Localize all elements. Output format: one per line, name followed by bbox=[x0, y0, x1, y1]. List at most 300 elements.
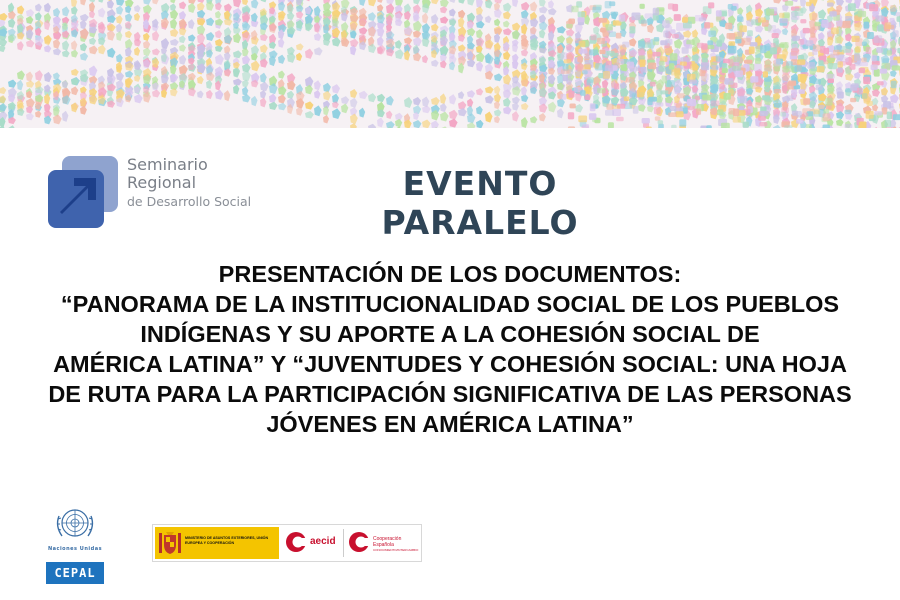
mosaic-tile bbox=[116, 6, 123, 15]
mosaic-tile bbox=[395, 40, 402, 49]
mosaic-tile bbox=[608, 122, 614, 128]
mosaic-tile bbox=[611, 97, 620, 104]
mosaic-tile bbox=[26, 16, 33, 24]
mosaic-tile bbox=[242, 0, 248, 5]
mosaic-tile bbox=[626, 77, 635, 82]
mosaic-tile bbox=[485, 0, 493, 9]
cepal-logo: CEPAL bbox=[46, 562, 104, 584]
mosaic-tile bbox=[215, 54, 224, 65]
mosaic-tile bbox=[278, 55, 285, 64]
mosaic-tile bbox=[654, 37, 660, 42]
mosaic-tile bbox=[695, 15, 703, 21]
mosaic-tile bbox=[731, 6, 737, 11]
mosaic-tile bbox=[143, 40, 150, 49]
mosaic-tile bbox=[725, 78, 734, 85]
mosaic-tile bbox=[368, 93, 376, 102]
mosaic-tile bbox=[170, 18, 177, 29]
mosaic-tile bbox=[774, 59, 780, 67]
mosaic-tile bbox=[766, 97, 774, 102]
mosaic-tile bbox=[590, 35, 596, 41]
mosaic-tile bbox=[197, 2, 205, 11]
mosaic-tile bbox=[682, 17, 688, 23]
mosaic-tile bbox=[674, 14, 681, 21]
mosaic-tile bbox=[592, 7, 600, 13]
cooperacion-label: Española bbox=[373, 542, 394, 548]
mosaic-tile bbox=[785, 66, 794, 72]
mosaic-tile bbox=[413, 0, 420, 4]
mosaic-tile bbox=[863, 0, 870, 1]
mosaic-tile bbox=[188, 19, 195, 29]
mosaic-tile bbox=[810, 33, 815, 38]
mosaic-tile bbox=[743, 122, 749, 128]
mosaic-tile bbox=[785, 1, 793, 6]
mosaic-tile bbox=[764, 65, 772, 72]
mosaic-tile bbox=[861, 58, 867, 63]
mosaic-tile bbox=[368, 0, 376, 6]
mosaic-tile bbox=[0, 103, 7, 111]
mosaic-tile bbox=[659, 61, 665, 66]
mosaic-tile bbox=[862, 42, 867, 47]
mosaic-tile bbox=[850, 64, 856, 70]
mosaic-tile bbox=[26, 9, 34, 17]
mosaic-tile bbox=[566, 29, 575, 36]
mosaic-tile bbox=[802, 113, 809, 117]
mosaic-tile bbox=[660, 40, 667, 45]
mosaic-tile bbox=[782, 28, 788, 35]
mosaic-tile bbox=[422, 97, 429, 108]
mosaic-tile bbox=[134, 94, 143, 103]
mosaic-tile bbox=[645, 13, 654, 18]
mosaic-tile bbox=[359, 27, 367, 34]
mosaic-tile bbox=[26, 72, 33, 82]
mosaic-tile bbox=[579, 41, 586, 48]
mosaic-tile bbox=[89, 2, 95, 13]
mosaic-tile bbox=[672, 34, 679, 38]
mosaic-tile bbox=[614, 83, 619, 89]
mosaic-tile bbox=[98, 8, 105, 18]
mosaic-tile bbox=[449, 0, 457, 3]
mosaic-tile bbox=[799, 39, 805, 45]
mosaic-tile bbox=[825, 98, 832, 106]
mosaic-tile bbox=[215, 45, 223, 52]
mosaic-tile bbox=[583, 124, 590, 128]
mosaic-tile bbox=[857, 88, 863, 95]
mosaic-tile bbox=[269, 94, 276, 104]
mosaic-tile bbox=[610, 12, 618, 16]
mosaic-tile bbox=[440, 6, 447, 13]
mosaic-tile bbox=[44, 72, 52, 82]
mosaic-tile bbox=[413, 53, 421, 62]
mosaic-tile bbox=[80, 106, 87, 115]
mosaic-tile bbox=[872, 55, 877, 62]
mosaic-tile bbox=[512, 102, 519, 110]
mosaic-tile bbox=[725, 23, 732, 29]
mosaic-tile bbox=[557, 26, 566, 33]
mosaic-tile bbox=[578, 17, 585, 22]
mosaic-tile bbox=[440, 103, 447, 112]
mosaic-tile bbox=[747, 30, 753, 36]
mosaic-tile bbox=[215, 11, 221, 19]
mosaic-tile bbox=[170, 39, 179, 46]
mosaic-tile bbox=[733, 109, 739, 117]
mosaic-tile bbox=[632, 93, 638, 99]
mosaic-tile bbox=[71, 69, 79, 76]
mosaic-tile bbox=[696, 109, 701, 115]
mosaic-tile bbox=[377, 26, 384, 37]
ministry-text: MINISTERIO DE ASUNTOS EXTERIORES, UNIÓN EUROPEA Y COOPERACIÓN bbox=[185, 536, 269, 545]
mosaic-tile bbox=[143, 0, 151, 5]
mosaic-tile bbox=[836, 111, 844, 119]
mosaic-tile bbox=[89, 45, 98, 54]
mosaic-tile bbox=[314, 90, 321, 99]
mosaic-tile bbox=[539, 29, 545, 38]
mosaic-tile bbox=[521, 49, 528, 56]
mosaic-tile bbox=[314, 47, 323, 55]
mosaic-tile bbox=[652, 52, 660, 57]
mosaic-tile bbox=[867, 101, 873, 106]
mosaic-tile bbox=[260, 97, 266, 107]
mosaic-tile bbox=[0, 95, 6, 103]
mosaic-tile bbox=[616, 33, 622, 39]
mosaic-tile bbox=[702, 58, 708, 63]
mosaic-tile bbox=[876, 47, 883, 53]
mosaic-tile bbox=[503, 21, 510, 28]
title-line: INDÍGENAS Y SU APORTE A LA COHESIÓN SOCIAL DE bbox=[140, 321, 760, 347]
mosaic-tile bbox=[116, 54, 123, 63]
mosaic-tile bbox=[467, 59, 475, 67]
seminario-subtitle: de Desarrollo Social bbox=[127, 194, 252, 210]
mosaic-tile bbox=[723, 59, 730, 64]
mosaic-tile bbox=[548, 102, 556, 113]
mosaic-tile bbox=[188, 3, 195, 13]
mosaic-tile bbox=[359, 0, 366, 6]
mosaic-tile bbox=[874, 111, 882, 115]
mosaic-tile bbox=[875, 15, 884, 21]
mosaic-tile bbox=[641, 67, 647, 73]
mosaic-tile bbox=[658, 120, 664, 124]
mosaic-tile bbox=[568, 126, 575, 128]
mosaic-tile bbox=[305, 85, 313, 95]
mosaic-tile bbox=[503, 74, 511, 85]
mosaic-tile bbox=[855, 46, 861, 52]
mosaic-tile bbox=[332, 84, 340, 93]
mosaic-tile bbox=[701, 43, 707, 49]
mosaic-tile bbox=[134, 47, 140, 56]
mosaic-tile bbox=[640, 60, 646, 68]
mosaic-tile bbox=[476, 14, 483, 23]
mosaic-tile bbox=[702, 95, 711, 101]
mosaic-tile bbox=[314, 105, 322, 116]
mosaic-tile bbox=[179, 55, 186, 65]
mosaic-tile bbox=[206, 80, 212, 89]
mosaic-tile bbox=[816, 85, 823, 91]
mosaic-tile bbox=[44, 45, 51, 53]
mosaic-tile bbox=[589, 113, 597, 120]
mosaic-tile bbox=[179, 11, 186, 20]
mosaic-tile bbox=[640, 4, 645, 9]
mosaic-tile bbox=[323, 115, 329, 124]
mosaic-tile bbox=[449, 110, 458, 120]
mosaic-tile bbox=[62, 111, 68, 122]
mosaic-tile bbox=[260, 90, 266, 99]
mosaic-tile bbox=[116, 31, 122, 41]
mosaic-tile bbox=[17, 5, 24, 14]
mosaic-tile bbox=[753, 64, 762, 72]
mosaic-tile bbox=[80, 43, 87, 51]
mosaic-tile bbox=[859, 68, 865, 74]
mosaic-tile bbox=[627, 62, 634, 69]
mosaic-tile bbox=[823, 48, 829, 55]
mosaic-tile bbox=[795, 8, 804, 16]
mosaic-tile bbox=[350, 114, 358, 125]
mosaic-tile bbox=[855, 113, 860, 117]
cooperacion-c-icon bbox=[348, 531, 370, 553]
mosaic-tile bbox=[606, 104, 613, 110]
mosaic-tile bbox=[359, 108, 365, 118]
mosaic-tile bbox=[816, 66, 824, 72]
mosaic-tile bbox=[539, 6, 548, 13]
mosaic-tile bbox=[341, 104, 348, 114]
mosaic-tile bbox=[350, 89, 357, 98]
mosaic-tile bbox=[494, 0, 503, 4]
mosaic-tile bbox=[823, 113, 831, 121]
mosaic-tile bbox=[711, 65, 719, 70]
mosaic-tile bbox=[296, 11, 303, 19]
mosaic-tile bbox=[670, 53, 678, 60]
mosaic-tile bbox=[669, 63, 675, 69]
mosaic-tile bbox=[413, 37, 422, 46]
mosaic-tile bbox=[784, 125, 792, 128]
mosaic-tile bbox=[278, 94, 286, 103]
mosaic-tile bbox=[590, 103, 596, 111]
mosaic-tile bbox=[893, 114, 900, 120]
mosaic-tile bbox=[215, 19, 223, 26]
seminario-title-line: Regional bbox=[127, 172, 197, 192]
mosaic-tile bbox=[386, 96, 394, 106]
mosaic-tile bbox=[530, 116, 537, 123]
mosaic-tile bbox=[485, 16, 491, 24]
mosaic-tile bbox=[494, 101, 500, 109]
aecid-label: aecid bbox=[310, 536, 336, 547]
mosaic-tile bbox=[721, 123, 730, 128]
mosaic-tile bbox=[161, 17, 169, 28]
mosaic-tile bbox=[837, 92, 844, 99]
mosaic-tile bbox=[577, 56, 583, 63]
mosaic-tile bbox=[197, 33, 205, 44]
title-line: JÓVENES EN AMÉRICA LATINA” bbox=[266, 411, 634, 437]
mosaic-tile bbox=[161, 83, 169, 90]
mosaic-tile bbox=[706, 125, 712, 128]
title-line: PRESENTACIÓN DE LOS DOCUMENTOS: bbox=[218, 261, 682, 287]
mosaic-tile bbox=[648, 97, 657, 102]
mosaic-tile bbox=[395, 49, 404, 59]
mosaic-tile bbox=[798, 74, 806, 82]
mosaic-tile bbox=[890, 94, 899, 103]
mosaic-tile bbox=[662, 20, 670, 28]
mosaic-tile bbox=[485, 86, 494, 93]
mosaic-tile bbox=[882, 58, 889, 63]
mosaic-tile bbox=[260, 44, 268, 53]
mosaic-tile bbox=[233, 85, 239, 95]
title-line: DE RUTA PARA LA PARTICIPACIÓN SIGNIFICATIVA DE LAS PERSONAS bbox=[48, 381, 852, 407]
mosaic-tile bbox=[773, 125, 781, 128]
mosaic-tile bbox=[341, 96, 349, 104]
mosaic-tile bbox=[823, 125, 830, 129]
mosaic-tile bbox=[599, 50, 605, 55]
coat-of-arms-icon bbox=[159, 531, 181, 555]
mosaic-tile bbox=[654, 107, 661, 114]
mosaic-tile bbox=[838, 67, 843, 73]
mosaic-tile bbox=[494, 19, 500, 27]
mosaic-tile bbox=[728, 46, 737, 54]
mosaic-tile bbox=[404, 37, 412, 44]
mosaic-tile bbox=[780, 112, 786, 117]
mosaic-tile bbox=[605, 24, 612, 30]
mosaic-tile bbox=[597, 38, 605, 44]
mosaic-tile bbox=[877, 81, 884, 85]
mosaic-tile bbox=[494, 86, 500, 95]
mosaic-tile bbox=[744, 60, 752, 64]
mosaic-tile bbox=[548, 8, 557, 15]
mosaic-tile bbox=[251, 96, 258, 106]
mosaic-tile bbox=[206, 32, 214, 41]
mosaic-tile bbox=[622, 42, 629, 48]
mosaic-tile bbox=[878, 24, 884, 31]
mosaic-tile bbox=[772, 33, 779, 38]
mosaic-tile bbox=[587, 79, 593, 85]
mosaic-tile bbox=[71, 86, 78, 95]
mosaic-tile bbox=[503, 3, 511, 12]
mosaic-tile bbox=[431, 60, 439, 67]
mosaic-tile bbox=[413, 21, 422, 32]
mosaic-tile bbox=[449, 118, 458, 127]
mosaic-tile bbox=[686, 44, 693, 49]
mosaic-tile bbox=[188, 73, 196, 81]
mosaic-tile bbox=[735, 70, 743, 77]
mosaic-tile bbox=[467, 122, 476, 128]
mosaic-tile bbox=[71, 40, 77, 50]
mosaic-tile bbox=[116, 72, 124, 81]
mosaic-tile bbox=[671, 125, 676, 128]
mosaic-tile bbox=[422, 106, 431, 114]
mosaic-tile bbox=[750, 76, 758, 83]
mosaic-tile bbox=[512, 22, 520, 31]
mosaic-tile bbox=[874, 35, 883, 43]
mosaic-tile bbox=[788, 81, 796, 86]
mosaic-tile bbox=[779, 13, 784, 18]
mosaic-tile bbox=[377, 117, 384, 127]
mosaic-tile bbox=[796, 111, 802, 118]
mosaic-tile bbox=[278, 71, 285, 79]
mosaic-tile bbox=[440, 112, 449, 122]
mosaic-tile bbox=[812, 13, 818, 20]
mosaic-tile bbox=[739, 25, 747, 32]
mosaic-tile bbox=[404, 97, 412, 108]
mosaic-tile bbox=[260, 0, 268, 2]
mosaic-tile bbox=[242, 94, 251, 102]
mosaic-tile bbox=[648, 63, 656, 70]
mosaic-tile bbox=[17, 70, 25, 80]
mosaic-tile bbox=[521, 117, 528, 128]
mosaic-tile bbox=[780, 42, 789, 48]
mosaic-tile bbox=[814, 79, 822, 84]
mosaic-tile bbox=[742, 38, 750, 45]
mosaic-tile bbox=[179, 44, 186, 51]
mosaic-tile bbox=[431, 97, 440, 105]
mosaic-tile bbox=[619, 15, 626, 22]
mosaic-tile bbox=[269, 102, 278, 110]
mosaic-tile bbox=[485, 95, 494, 104]
mosaic-tile bbox=[843, 46, 852, 53]
mosaic-tile bbox=[314, 80, 321, 90]
mosaic-tile bbox=[476, 52, 485, 62]
mosaic-tile bbox=[676, 23, 684, 31]
mosaic-tile bbox=[872, 127, 879, 128]
mosaic-tile bbox=[170, 0, 176, 3]
mosaic-tile bbox=[646, 127, 652, 129]
mosaic-tile bbox=[431, 0, 439, 4]
mosaic-tile bbox=[851, 83, 859, 87]
mosaic-tile bbox=[170, 88, 178, 96]
mosaic-tile bbox=[377, 94, 385, 102]
mosaic-tile bbox=[26, 81, 34, 88]
mosaic-tile bbox=[53, 8, 60, 17]
mosaic-tile bbox=[260, 73, 267, 83]
mosaic-tile bbox=[845, 0, 853, 3]
mosaic-tile bbox=[215, 90, 223, 100]
mosaic-tile bbox=[563, 75, 568, 82]
mosaic-tile bbox=[440, 126, 449, 128]
mosaic-tile bbox=[539, 103, 547, 113]
mosaic-tile bbox=[539, 21, 548, 30]
mosaic-tile bbox=[585, 94, 590, 100]
mosaic-tile bbox=[795, 65, 802, 72]
mosaic-tile bbox=[580, 90, 586, 96]
mosaic-tile bbox=[768, 25, 776, 33]
mosaic-tile bbox=[751, 19, 758, 25]
mosaic-tile bbox=[823, 109, 829, 114]
mosaic-tile bbox=[476, 29, 483, 39]
mosaic-tile bbox=[818, 60, 823, 65]
mosaic-tile bbox=[548, 0, 554, 9]
mosaic-tile bbox=[224, 52, 231, 61]
mosaic-tile bbox=[278, 11, 286, 19]
mosaic-tile bbox=[561, 52, 568, 60]
mosaic-tile bbox=[707, 40, 713, 45]
mosaic-tile bbox=[672, 4, 678, 11]
mosaic-tile bbox=[701, 62, 709, 70]
partner-logos bbox=[152, 524, 422, 562]
mosaic-tile bbox=[578, 116, 587, 123]
mosaic-tile bbox=[278, 103, 286, 111]
mosaic-tile bbox=[885, 120, 892, 128]
aecid-logo bbox=[283, 529, 341, 557]
mosaic-tile bbox=[305, 101, 314, 109]
mosaic-tile bbox=[233, 78, 242, 85]
mosaic-tile bbox=[440, 0, 449, 7]
mosaic-tile bbox=[125, 71, 133, 78]
mosaic-tile bbox=[812, 49, 817, 55]
mosaic-tile bbox=[727, 33, 736, 39]
mosaic-tile bbox=[503, 51, 510, 60]
mosaic-tile bbox=[62, 40, 69, 50]
mosaic-tile bbox=[350, 123, 357, 128]
mosaic-tile bbox=[800, 0, 806, 7]
mosaic-tile bbox=[708, 31, 716, 37]
mosaic-tile bbox=[359, 91, 368, 99]
mosaic-tile bbox=[0, 87, 6, 94]
mosaic-tile bbox=[458, 0, 466, 4]
